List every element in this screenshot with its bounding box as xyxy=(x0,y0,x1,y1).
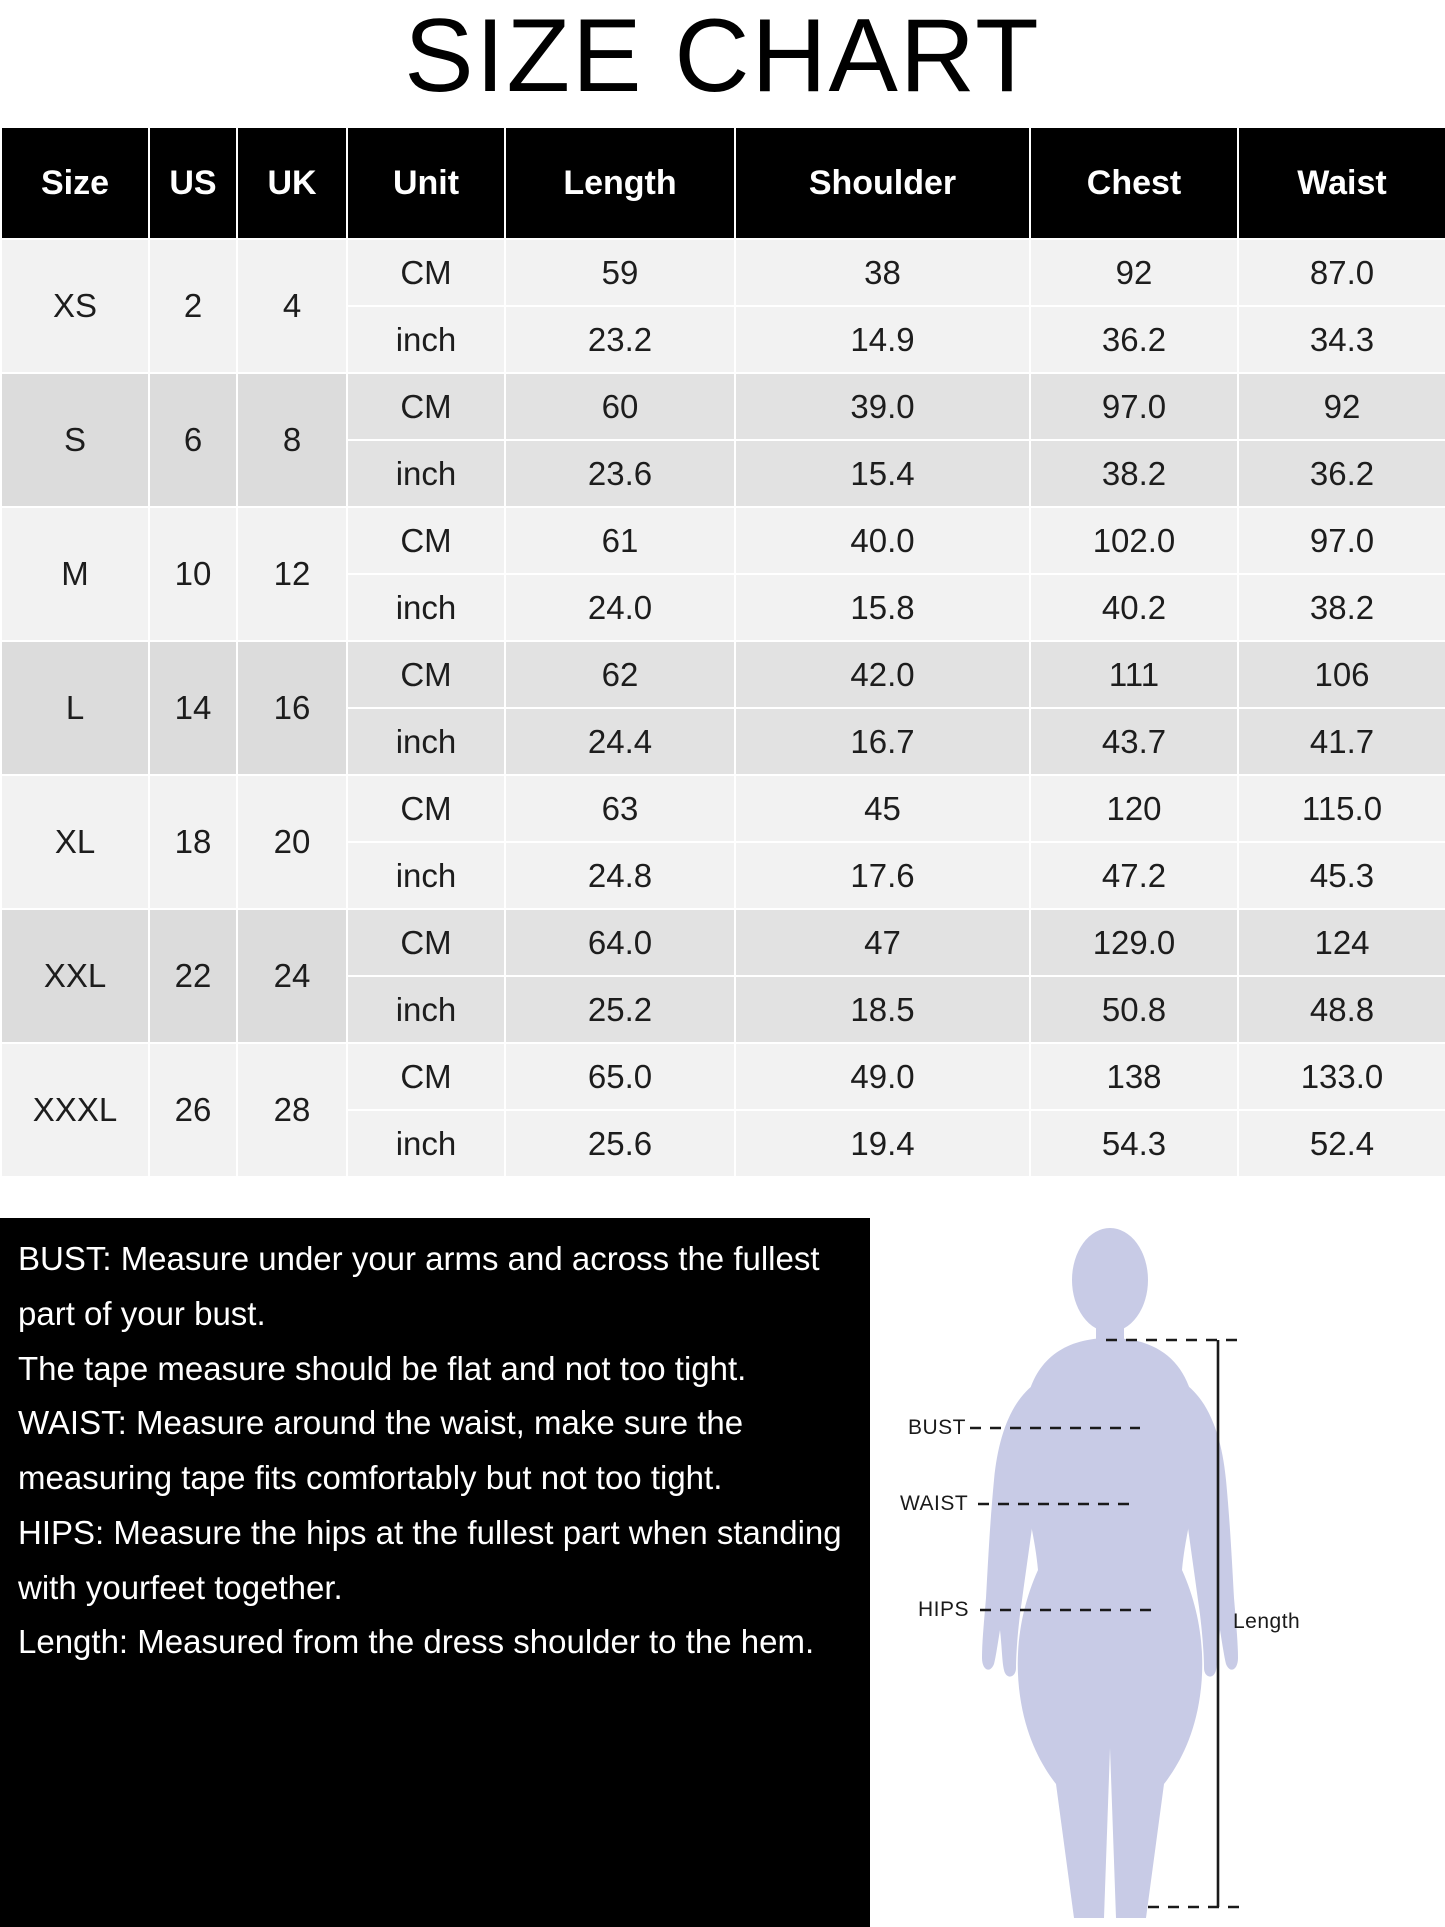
cell-size: XS xyxy=(1,239,149,373)
cell-length: 25.2 xyxy=(505,976,735,1043)
cell-chest: 38.2 xyxy=(1030,440,1238,507)
cell-unit: CM xyxy=(347,641,505,708)
cell-length: 24.0 xyxy=(505,574,735,641)
cell-uk: 4 xyxy=(237,239,347,373)
cell-shoulder: 17.6 xyxy=(735,842,1030,909)
table-row xyxy=(1,641,1445,708)
cell-shoulder: 16.7 xyxy=(735,708,1030,775)
cell-length: 62 xyxy=(505,641,735,708)
cell-waist: 115.0 xyxy=(1238,775,1445,842)
cell-unit: CM xyxy=(347,775,505,842)
cell-unit: inch xyxy=(347,976,505,1043)
size-chart-table xyxy=(0,126,1445,1178)
cell-chest: 47.2 xyxy=(1030,842,1238,909)
cell-us: 10 xyxy=(149,507,237,641)
cell-length: 60 xyxy=(505,373,735,440)
cell-uk: 8 xyxy=(237,373,347,507)
bust-label: BUST xyxy=(908,1416,967,1439)
cell-shoulder: 15.4 xyxy=(735,440,1030,507)
cell-uk: 24 xyxy=(237,909,347,1043)
cell-waist: 106 xyxy=(1238,641,1445,708)
table-row xyxy=(1,373,1445,440)
column-header-size: Size xyxy=(1,127,149,239)
cell-size: L xyxy=(1,641,149,775)
cell-length: 24.8 xyxy=(505,842,735,909)
column-header-length: Length xyxy=(505,127,735,239)
cell-unit: inch xyxy=(347,842,505,909)
cell-chest: 92 xyxy=(1030,239,1238,306)
cell-us: 18 xyxy=(149,775,237,909)
cell-unit: inch xyxy=(347,574,505,641)
cell-size: M xyxy=(1,507,149,641)
cell-shoulder: 18.5 xyxy=(735,976,1030,1043)
cell-waist: 36.2 xyxy=(1238,440,1445,507)
column-header-uk: UK xyxy=(237,127,347,239)
cell-us: 22 xyxy=(149,909,237,1043)
cell-waist: 48.8 xyxy=(1238,976,1445,1043)
cell-uk: 20 xyxy=(237,775,347,909)
cell-us: 14 xyxy=(149,641,237,775)
table-header-row xyxy=(1,127,1445,239)
measurement-instructions xyxy=(0,1218,870,1927)
cell-chest: 138 xyxy=(1030,1043,1238,1110)
cell-unit: inch xyxy=(347,708,505,775)
cell-length: 63 xyxy=(505,775,735,842)
cell-chest: 36.2 xyxy=(1030,306,1238,373)
cell-size: XXXL xyxy=(1,1043,149,1177)
cell-shoulder: 14.9 xyxy=(735,306,1030,373)
cell-uk: 16 xyxy=(237,641,347,775)
measurement-figure xyxy=(870,1218,1445,1927)
cell-chest: 102.0 xyxy=(1030,507,1238,574)
cell-unit: CM xyxy=(347,507,505,574)
cell-waist: 41.7 xyxy=(1238,708,1445,775)
column-header-waist: Waist xyxy=(1238,127,1445,239)
table-row xyxy=(1,775,1445,842)
measurement-guide-section xyxy=(0,1218,1445,1927)
cell-waist: 97.0 xyxy=(1238,507,1445,574)
cell-shoulder: 42.0 xyxy=(735,641,1030,708)
cell-shoulder: 45 xyxy=(735,775,1030,842)
cell-length: 61 xyxy=(505,507,735,574)
hips-label: HIPS xyxy=(918,1598,970,1621)
cell-shoulder: 15.8 xyxy=(735,574,1030,641)
cell-waist: 92 xyxy=(1238,373,1445,440)
cell-us: 2 xyxy=(149,239,237,373)
cell-size: XXL xyxy=(1,909,149,1043)
cell-length: 64.0 xyxy=(505,909,735,976)
cell-length: 65.0 xyxy=(505,1043,735,1110)
cell-shoulder: 39.0 xyxy=(735,373,1030,440)
cell-size: S xyxy=(1,373,149,507)
cell-waist: 87.0 xyxy=(1238,239,1445,306)
cell-us: 26 xyxy=(149,1043,237,1177)
cell-chest: 97.0 xyxy=(1030,373,1238,440)
cell-waist: 52.4 xyxy=(1238,1110,1445,1177)
cell-shoulder: 38 xyxy=(735,239,1030,306)
instruction-hips: HIPS: Measure the hips at the fullest part when standing with yourfeet together. xyxy=(18,1513,842,1606)
cell-waist: 38.2 xyxy=(1238,574,1445,641)
cell-unit: inch xyxy=(347,440,505,507)
cell-waist: 34.3 xyxy=(1238,306,1445,373)
cell-unit: CM xyxy=(347,1043,505,1110)
cell-shoulder: 19.4 xyxy=(735,1110,1030,1177)
cell-shoulder: 47 xyxy=(735,909,1030,976)
cell-waist: 124 xyxy=(1238,909,1445,976)
table-row xyxy=(1,909,1445,976)
column-header-shoulder: Shoulder xyxy=(735,127,1030,239)
cell-length: 59 xyxy=(505,239,735,306)
cell-length: 24.4 xyxy=(505,708,735,775)
waist-label: WAIST xyxy=(900,1492,969,1515)
cell-uk: 12 xyxy=(237,507,347,641)
cell-shoulder: 40.0 xyxy=(735,507,1030,574)
cell-uk: 28 xyxy=(237,1043,347,1177)
cell-size: XL xyxy=(1,775,149,909)
table-row xyxy=(1,507,1445,574)
length-label: Length xyxy=(1233,1610,1301,1633)
cell-chest: 50.8 xyxy=(1030,976,1238,1043)
cell-unit: inch xyxy=(347,306,505,373)
cell-chest: 54.3 xyxy=(1030,1110,1238,1177)
cell-chest: 120 xyxy=(1030,775,1238,842)
cell-chest: 43.7 xyxy=(1030,708,1238,775)
cell-unit: inch xyxy=(347,1110,505,1177)
column-header-unit: Unit xyxy=(347,127,505,239)
table-row xyxy=(1,239,1445,306)
instruction-waist: WAIST: Measure around the waist, make sure the measuring tape fits comfortably but not too tight. xyxy=(18,1404,744,1497)
page-title: SIZE CHART xyxy=(404,0,1041,114)
cell-waist: 133.0 xyxy=(1238,1043,1445,1110)
cell-us: 6 xyxy=(149,373,237,507)
cell-length: 23.2 xyxy=(505,306,735,373)
table-row xyxy=(1,1043,1445,1110)
cell-length: 23.6 xyxy=(505,440,735,507)
instruction-bust: BUST: Measure under your arms and across the fullest part of your bust. xyxy=(18,1240,820,1332)
cell-unit: CM xyxy=(347,373,505,440)
cell-unit: CM xyxy=(347,239,505,306)
cell-chest: 129.0 xyxy=(1030,909,1238,976)
cell-shoulder: 49.0 xyxy=(735,1043,1030,1110)
female-body-silhouette-icon xyxy=(870,1218,1445,1927)
cell-chest: 40.2 xyxy=(1030,574,1238,641)
instruction-tape: The tape measure should be flat and not too tight. xyxy=(18,1349,747,1387)
cell-chest: 111 xyxy=(1030,641,1238,708)
cell-waist: 45.3 xyxy=(1238,842,1445,909)
column-header-chest: Chest xyxy=(1030,127,1238,239)
instruction-length: Length: Measured from the dress shoulder to the hem. xyxy=(18,1623,815,1661)
cell-unit: CM xyxy=(347,909,505,976)
column-header-us: US xyxy=(149,127,237,239)
cell-length: 25.6 xyxy=(505,1110,735,1177)
